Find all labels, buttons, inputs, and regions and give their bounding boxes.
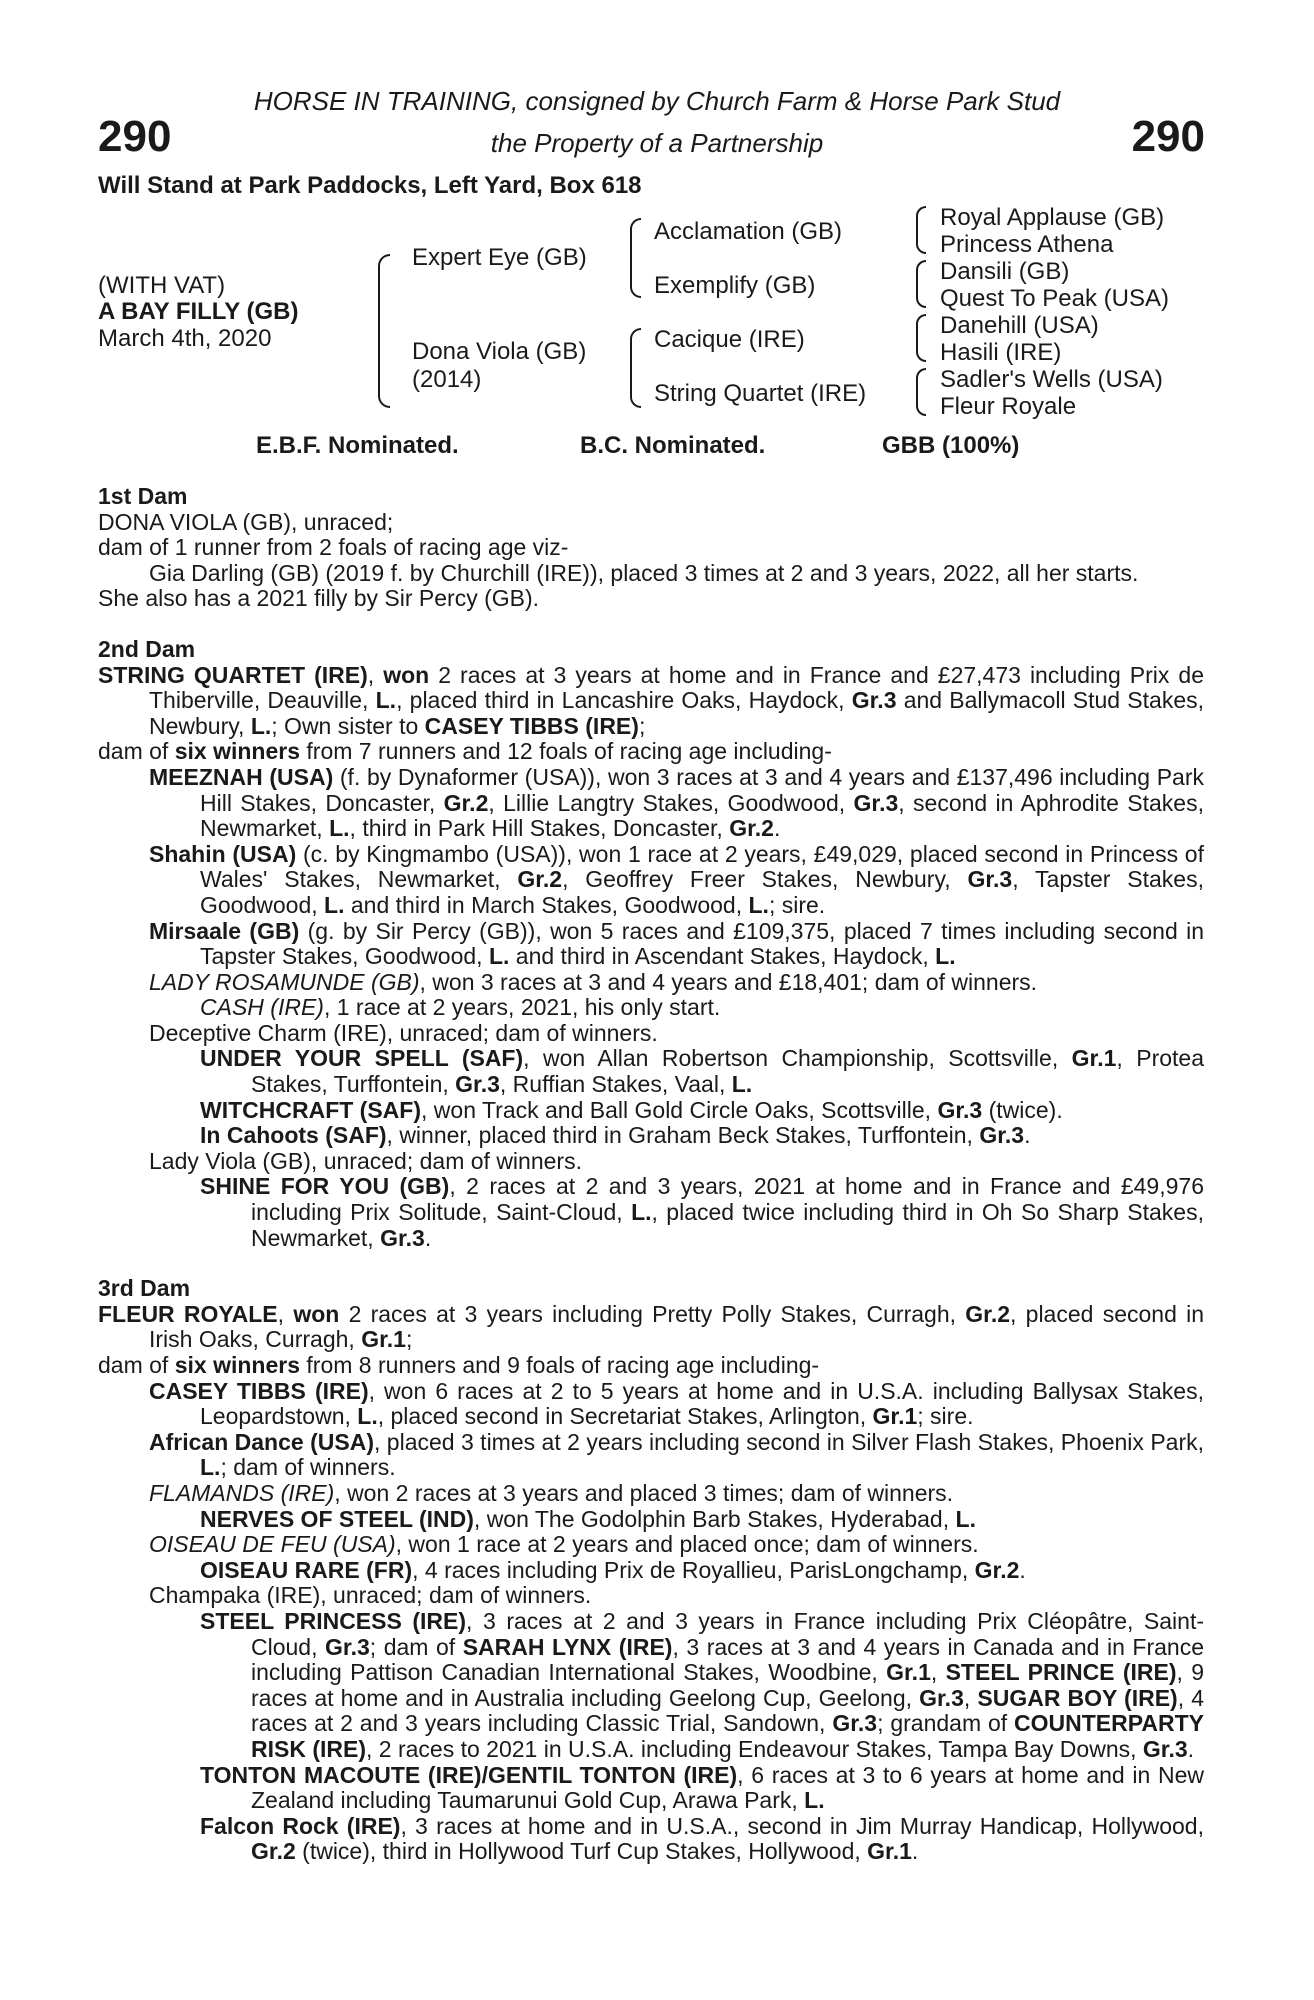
- catalogue-paragraph: LADY ROSAMUNDE (GB), won 3 races at 3 and 4 years and £18,401; dam of winners.: [149, 968, 1038, 995]
- catalogue-paragraph: CASEY TIBBS (IRE), won 6 races at 2 to 5 years at home and in U.S.A. including Ballysax Stakes, Leopardstown, L., placed second in Secretariat Stakes, Arlington, Gr.1; sire.: [149, 1377, 1204, 1430]
- catalogue-paragraph: STRING QUARTET (IRE), won 2 races at 3 years at home and in France and £27,473 including Prix de Thiberville, Deauville, L., placed third in Lancashire Oaks, Haydock, Gr.3 and Ballymacoll Stud Stakes, Newbury, L.; Own sister to CASEY TIBBS (IRE);: [98, 661, 1204, 739]
- grandsire-1: Royal Applause (GB): [940, 204, 1165, 231]
- granddam-3: Hasili (IRE): [940, 339, 1062, 366]
- catalogue-paragraph: In Cahoots (SAF), winner, placed third in Graham Beck Stakes, Turffontein, Gr.3.: [200, 1122, 1031, 1149]
- catalogue-paragraph: STEEL PRINCESS (IRE), 3 races at 2 and 3 years in France including Prix Cléopâtre, Saint-Cloud, Gr.3; dam of SARAH LYNX (IRE), 3 races at 3 and 4 years in Canada and in France including Pattison Canadian International Stakes, Woodbine, Gr.1, STEEL PRINCE (IRE), 9 races at home and in Australia including Geelong Cup, Geelong, Gr.3, SUGAR BOY (IRE), 4 races at 2 and 3 years including Classic Trial, Sandown, Gr.3; grandam of COUNTERPARTY RISK (IRE), 2 races to 2021 in U.S.A. including Endeavour Stakes, Tampa Bay Downs, Gr.3.: [200, 1607, 1205, 1762]
- catalogue-paragraph: NERVES OF STEEL (IND), won The Godolphin Barb Stakes, Hyderabad, L.: [200, 1505, 976, 1532]
- catalogue-paragraph: UNDER YOUR SPELL (SAF), won Allan Robertson Championship, Scottsville, Gr.1, Protea Stakes, Turffontein, Gr.3, Ruffian Stakes, Vaal, L.: [200, 1045, 1205, 1098]
- sire-name: Expert Eye (GB): [412, 244, 587, 271]
- ebf-nomination: E.B.F. Nominated.: [256, 432, 459, 459]
- sire-dam-name: Exemplify (GB): [654, 272, 816, 299]
- dam-year: (2014): [412, 366, 482, 393]
- catalogue-paragraph: FLEUR ROYALE, won 2 races at 3 years including Pretty Polly Stakes, Curragh, Gr.2, placed second in Irish Oaks, Curragh, Gr.1;: [98, 1300, 1205, 1353]
- catalogue-paragraph: African Dance (USA), placed 3 times at 2 years including second in Silver Flash Stakes, Phoenix Park, L.; dam of winners.: [149, 1428, 1204, 1481]
- pedigree-brace-main: [378, 254, 390, 408]
- catalogue-paragraph: TONTON MACOUTE (IRE)/GENTIL TONTON (IRE), 6 races at 3 to 6 years at home and in New Zealand including Taumarunui Gold Cup, Arawa Park, L.: [200, 1761, 1204, 1814]
- catalogue-paragraph: FLAMANDS (IRE), won 2 races at 3 years and placed 3 times; dam of winners.: [149, 1479, 954, 1506]
- lot-number-left: 290: [98, 112, 172, 161]
- catalogue-paragraph: dam of 1 runner from 2 foals of racing age viz-: [98, 534, 569, 561]
- pedigree-brace-g4: [916, 368, 926, 416]
- property-line: the Property of a Partnership: [490, 128, 824, 158]
- granddam-2: Quest To Peak (USA): [940, 285, 1169, 312]
- pedigree-brace-g1: [916, 206, 926, 254]
- catalogue-paragraph: Deceptive Charm (IRE), unraced; dam of winners.: [149, 1019, 658, 1046]
- catalogue-paragraph: dam of six winners from 8 runners and 9 foals of racing age including-: [98, 1352, 820, 1378]
- grandsire-3: Danehill (USA): [940, 312, 1099, 339]
- section-heading: 1st Dam: [98, 483, 188, 509]
- catalogue-paragraph: She also has a 2021 filly by Sir Percy (GB).: [98, 585, 540, 612]
- granddam-1: Princess Athena: [940, 231, 1114, 258]
- catalogue-paragraph: MEEZNAH (USA) (f. by Dynaformer (USA)), won 3 races at 3 and 4 years and £137,496 including Park Hill Stakes, Doncaster, Gr.2, Lillie Langtry Stakes, Goodwood, Gr.3, second in Aphrodite Stakes, Newmarket, L., third in Park Hill Stakes, Doncaster, Gr.2.: [149, 763, 1204, 842]
- catalogue-paragraph: OISEAU RARE (FR), 4 races including Prix de Royallieu, ParisLongchamp, Gr.2.: [200, 1556, 1026, 1583]
- foaling-date: March 4th, 2020: [98, 325, 272, 352]
- stand-location: Will Stand at Park Paddocks, Left Yard, Box 618: [98, 172, 642, 199]
- grandsire-2: Dansili (GB): [940, 258, 1070, 285]
- catalogue-paragraph: CASH (IRE), 1 race at 2 years, 2021, his only start.: [200, 994, 721, 1021]
- catalogue-paragraph: OISEAU DE FEU (USA), won 1 race at 2 years and placed once; dam of winners.: [149, 1531, 979, 1558]
- catalogue-paragraph: DONA VIOLA (GB), unraced;: [98, 508, 394, 535]
- catalogue-paragraph: Lady Viola (GB), unraced; dam of winners.: [149, 1147, 582, 1174]
- pedigree-brace-dam: [630, 328, 641, 408]
- catalogue-paragraph: WITCHCRAFT (SAF), won Track and Ball Gold Circle Oaks, Scottsville, Gr.3 (twice).: [200, 1096, 1063, 1123]
- pedigree-brace-g3: [916, 314, 926, 362]
- bc-nomination: B.C. Nominated.: [580, 432, 766, 459]
- dam-dam-name: String Quartet (IRE): [654, 380, 867, 407]
- pedigree-brace-sire: [630, 218, 641, 298]
- catalogue-paragraph: Falcon Rock (IRE), 3 races at home and in U.S.A., second in Jim Murray Handicap, Hollywood, Gr.2 (twice), third in Hollywood Turf Cup Stakes, Hollywood, Gr.1.: [200, 1812, 1204, 1865]
- consignment-line: HORSE IN TRAINING, consigned by Church Farm & Horse Park Stud: [253, 86, 1061, 116]
- catalogue-paragraph: Gia Darling (GB) (2019 f. by Churchill (IRE)), placed 3 times at 2 and 3 years, 2022, all her starts.: [149, 559, 1139, 586]
- sire-sire-name: Acclamation (GB): [654, 218, 843, 245]
- gbb-status: GBB (100%): [882, 432, 1020, 459]
- section-heading: 3rd Dam: [98, 1275, 191, 1302]
- catalogue-paragraph: dam of six winners from 7 runners and 12 foals of racing age including-: [98, 738, 832, 765]
- catalogue-paragraph: SHINE FOR YOU (GB), 2 races at 2 and 3 years, 2021 at home and in France and £49,976 including Prix Solitude, Saint-Cloud, L., placed twice including third in Oh So Sharp Stakes, Newmarket, Gr.3.: [200, 1173, 1204, 1251]
- catalogue-paragraph: Champaka (IRE), unraced; dam of winners.: [149, 1582, 592, 1609]
- section-heading: 2nd Dam: [98, 635, 196, 662]
- lot-number-right: 290: [1131, 112, 1205, 161]
- catalogue-body: [98, 484, 1204, 1865]
- pedigree-brace-g2: [916, 260, 926, 308]
- catalogue-paragraph: Shahin (USA) (c. by Kingmambo (USA)), won 1 race at 2 years, £49,029, placed second in Princess of Wales' Stakes, Newmarket, Gr.2, Geoffrey Freer Stakes, Newbury, Gr.3, Tapster Stakes, Goodwood, L. and third in March Stakes, Goodwood, L.; sire.: [149, 840, 1204, 918]
- lot-description: A BAY FILLY (GB): [98, 298, 299, 325]
- dam-sire-name: Cacique (IRE): [654, 326, 805, 353]
- catalogue-paragraph: Mirsaale (GB) (g. by Sir Percy (GB)), won 5 races and £109,375, placed 7 times including second in Tapster Stakes, Goodwood, L. and third in Ascendant Stakes, Haydock, L.: [149, 917, 1205, 970]
- grandsire-4: Sadler's Wells (USA): [940, 366, 1163, 393]
- vat-note: (WITH VAT): [98, 272, 226, 299]
- granddam-4: Fleur Royale: [940, 393, 1077, 420]
- dam-name: Dona Viola (GB): [412, 338, 587, 365]
